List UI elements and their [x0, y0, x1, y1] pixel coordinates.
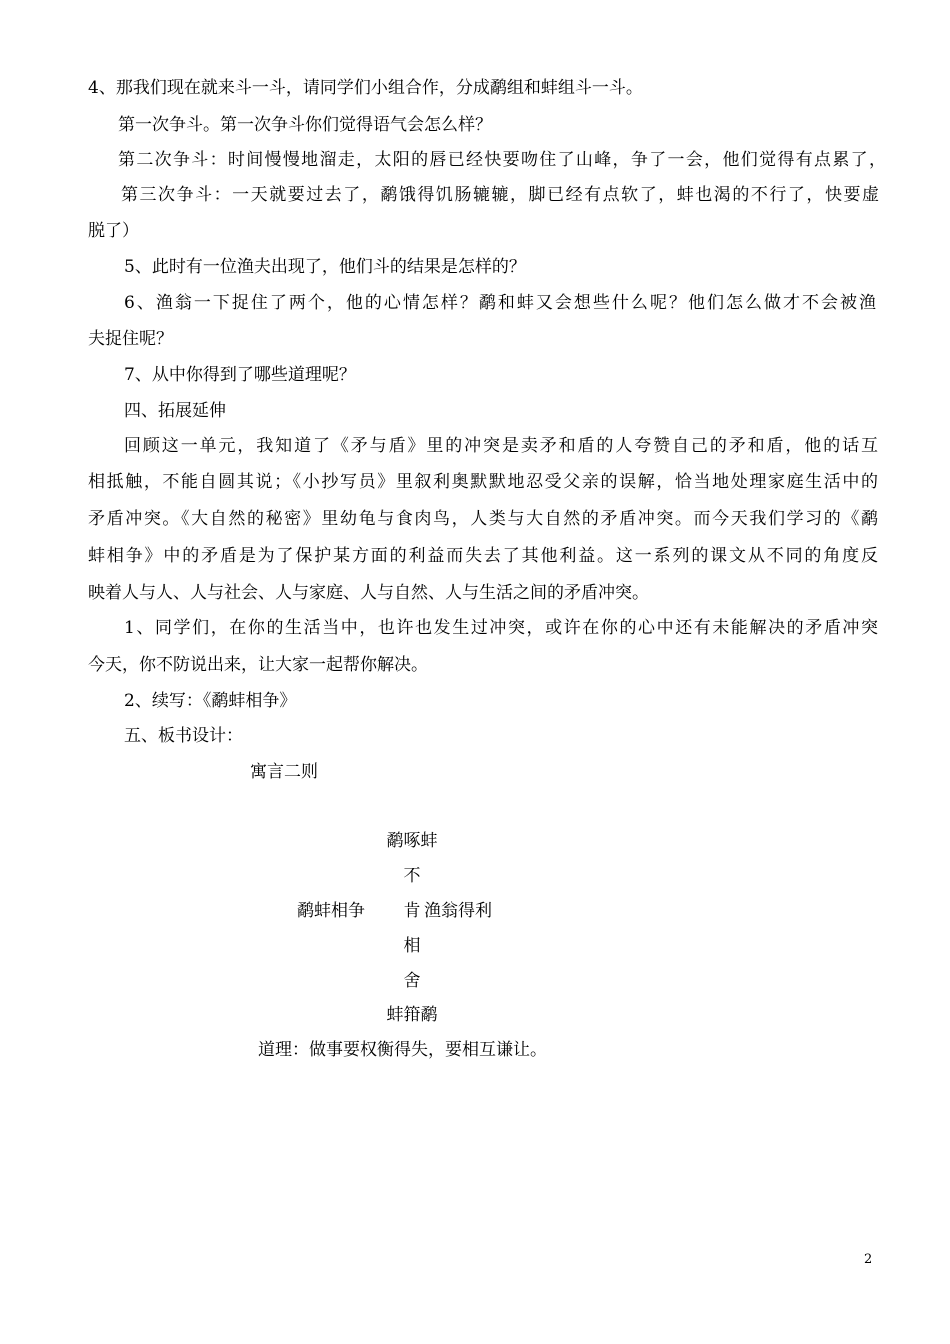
paragraph-extension-1-end: 今天，你不防说出来，让大家一起帮你解决。	[88, 655, 428, 675]
paragraph-review-line-2: 相抵触，不能自圆其说；《小抄写员》里叙利奥默默地忍受父亲的误解，恰当地处理家庭生活中的	[88, 472, 878, 492]
board-title: 寓言二则	[250, 762, 318, 782]
paragraph-third-fight: 第三次争斗：一天就要过去了，鹬饿得饥肠辘辘，脚已经有点软了，蚌也渴的不行了，快要虚	[121, 185, 879, 205]
paragraph-step-4: 4、那我们现在就来斗一斗，请同学们小组合作，分成鹬组和蚌组斗一斗。	[88, 78, 643, 98]
board-top-phrase: 鹬啄蚌	[386, 831, 438, 851]
board-right-phrase: 渔翁得利	[424, 901, 492, 921]
paragraph-extension-2: 2、续写：《鹬蚌相争》	[124, 691, 297, 711]
paragraph-review-line-4: 蚌相争》中的矛盾是为了保护某方面的利益而失去了其他利益。这一系列的课文从不同的角度反	[88, 546, 878, 566]
paragraph-step-6: 6、渔翁一下捉住了两个，他的心情怎样？鹬和蚌又会想些什么呢？他们怎么做才不会被渔	[124, 293, 876, 313]
paragraph-review-line-1: 回顾这一单元，我知道了《矛与盾》里的冲突是卖矛和盾的人夸赞自己的矛和盾，他的话互	[124, 436, 878, 456]
board-vertical-char-3: 舍	[403, 971, 421, 991]
paragraph-step-7: 7、从中你得到了哪些道理呢？	[124, 365, 356, 385]
paragraph-extension-1: 1、同学们，在你的生活当中，也许也发生过冲突，或许在你的心中还有未能解决的矛盾冲突	[124, 618, 878, 638]
paragraph-second-fight: 第二次争斗：时间慢慢地溜走，太阳的唇已经快要吻住了山峰，争了一会，他们觉得有点累了，	[118, 150, 886, 170]
paragraph-step-6-end: 夫捉住呢？	[88, 329, 173, 349]
section-heading-extension: 四、拓展延伸	[124, 401, 226, 421]
section-heading-board-design: 五、板书设计：	[124, 726, 243, 746]
paragraph-review-line-5: 映着人与人、人与社会、人与家庭、人与自然、人与生活之间的矛盾冲突。	[88, 583, 649, 603]
board-left-phrase: 鹬蚌相争	[297, 901, 365, 921]
board-vertical-char-1: 不	[403, 866, 421, 886]
board-bottom-phrase: 蚌箝鹬	[386, 1005, 438, 1025]
paragraph-first-fight: 第一次争斗。第一次争斗你们觉得语气会怎么样？	[118, 115, 492, 135]
paragraph-review-line-3: 矛盾冲突。《大自然的秘密》里幼龟与食肉鸟，人类与大自然的矛盾冲突。而今天我们学习的《鹬	[88, 509, 878, 529]
board-moral: 道理：做事要权衡得失，要相互谦让。	[258, 1040, 547, 1060]
page-number: 2	[864, 1252, 873, 1267]
board-center-char: 肯	[403, 901, 421, 921]
paragraph-third-fight-end: 脱了）	[88, 221, 139, 241]
paragraph-step-5: 5、此时有一位渔夫出现了，他们斗的结果是怎样的？	[124, 257, 526, 277]
board-vertical-char-2: 相	[403, 936, 421, 956]
